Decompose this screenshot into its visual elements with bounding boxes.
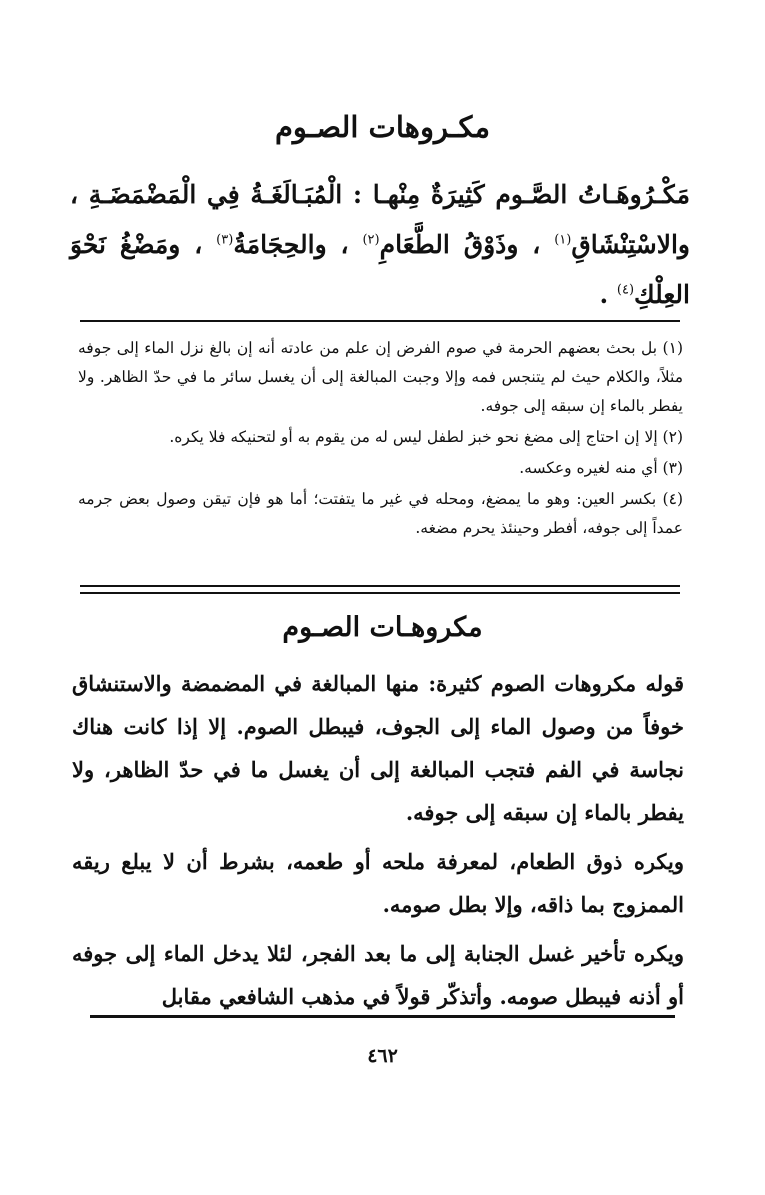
bottom-divider [90,1015,675,1018]
commentary-paragraph-1: قوله مكروهات الصوم كثيرة: منها المبالغة في المضمضة والاستنشاق خوفاً من وصول الماء إلى الجوف، فيبطل الصوم. إلا إذا كانت هناك نجاسة في الفم فتجب المبالغة إلى أن يغسل ما في حدّ الظاهر، ولا يفطر بالماء إن سبقه إلى جوفه. [72,671,684,825]
matn-segment-5: . [599,280,617,309]
footnote-ref-2[interactable]: (٢) [362,232,380,248]
matn-segment-1: مَكْـرُوهَـاتُ الصَّـوم كَثِيرَةٌ مِنْهـا : الْمُبَـالَغَـةُ فِي الْمَضْمَضَـةِ ، والاسْتِنْشَاقِ [70,180,690,259]
commentary-paragraph-3: ويكره تأخير غسل الجنابة إلى ما بعد الفجر، لئلا يدخل الماء إلى جوفه أو أذنه فيبطل صومه. وأتذكّر قولاً في مذهب الشافعي مقابل [72,941,684,1009]
chapter-title: مكـروهات الصـوم [274,110,491,144]
page-number: ٤٦٢ [367,1045,398,1067]
footnote-4: (٤) بكسر العين: وهو ما يمضغ، ومحله في غير ما يتفتت؛ أما هو فإن تيقن وصول بعض جرمه عمداً إلى جوفه، أفطر وحينئذ يحرم مضغه. [78,490,683,537]
footnote-3: (٣) أي منه لغيره وعكسه. [519,459,683,477]
footnote-ref-4[interactable]: (٤) [616,282,635,298]
footnotes [78,334,683,545]
footnote-divider [80,320,680,322]
footnote-2: (٢) إلا إن احتاج إلى مضغ نحو خبز لطفل ليس له من يقوم به أو لتحنيكه فلا يكره. [169,428,683,446]
footnote-ref-3[interactable]: (٣) [216,232,234,248]
matn-segment-3: ، والحِجَامَةُ [233,230,363,259]
section-divider-top [80,585,680,587]
matn-segment-4: ، ومَضْغُ نَحْوَ العِلْكِ [70,230,690,309]
commentary-title: مكروهـات الصـوم [282,612,483,643]
footnote-ref-1[interactable]: (١) [554,232,572,248]
footnote-1: (١) بل بحث بعضهم الحرمة في صوم الفرض إن علم من عادته أنه إن بالغ نزل الماء إلى جوفه مثلاً، والكلام حيث لم يتنجس فمه وإلا وجبت المبالغة إلى أن يغسل سائر ما في حدّ الظاهر. ولا يفطر بالماء إن سبقه إلى جوفه. [78,339,683,415]
matn-segment-2: ، وذَوْقُ الطَّعَامِ [379,230,555,259]
commentary-text [72,662,684,1024]
commentary-paragraph-2: ويكره ذوق الطعام، لمعرفة ملحه أو طعمه، بشرط أن لا يبلع ريقه الممزوج بما ذاقه، وإلا بطل صومه. [72,849,684,917]
section-divider-bottom [80,592,680,594]
matn-text [70,170,690,320]
